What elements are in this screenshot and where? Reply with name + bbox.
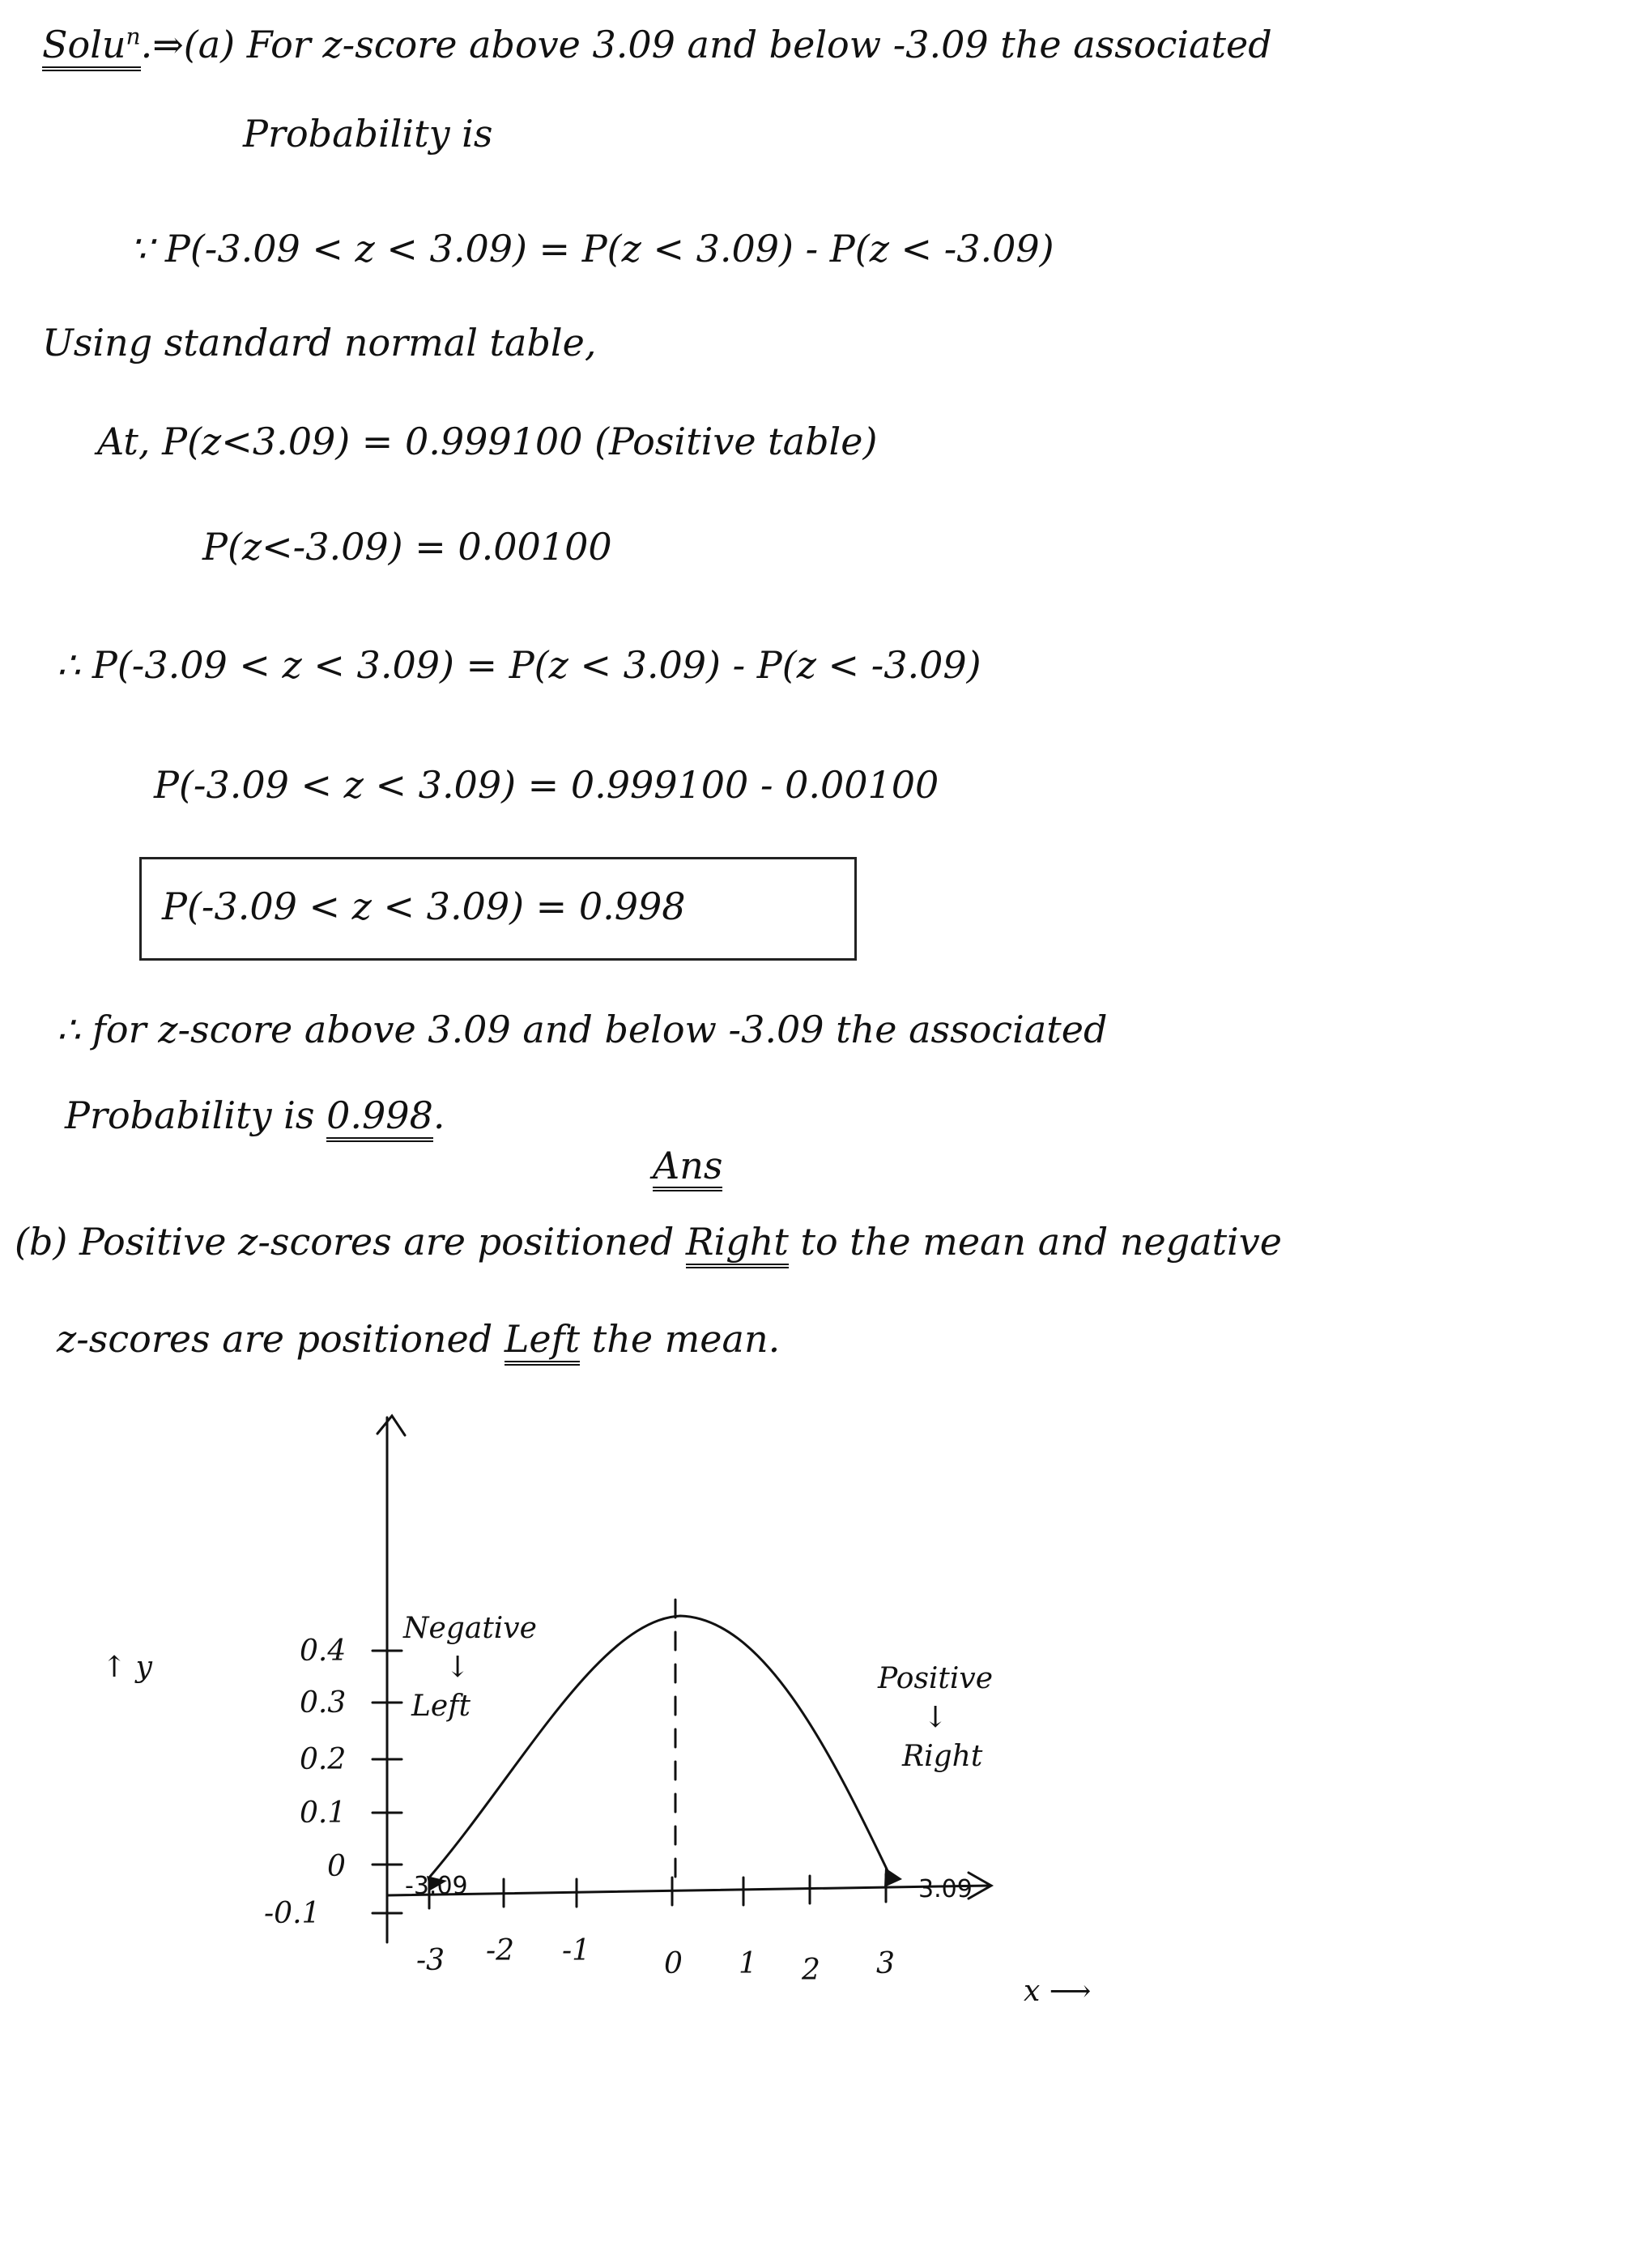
x-tick-label: -2 [486, 1934, 515, 1967]
x-tick-label: 1 [739, 1947, 757, 1980]
right-word: Right [686, 1220, 789, 1268]
positive-note-arrow: ↓ [923, 1701, 948, 1734]
x-tick-label: 3 [876, 1947, 895, 1980]
y-tick-label: 0 [327, 1850, 346, 1883]
ans-label: Ans [653, 1145, 722, 1191]
conclusion-line-1: ∴ for z-score above 3.09 and below -3.09 the associated [57, 1008, 1108, 1051]
table-intro: Using standard normal table, [42, 321, 597, 364]
boxed-result-text: P(-3.09 < z < 3.09) = 0.998 [162, 884, 686, 928]
positive-note: Positive [878, 1662, 994, 1695]
right-note: Right [902, 1740, 983, 1773]
y-tick-label: 0.1 [300, 1797, 347, 1830]
y-tick-label: 0.3 [300, 1686, 347, 1720]
x-axis-label: x ⟶ [1024, 1975, 1092, 2008]
left-end-label: -3.09 [405, 1872, 468, 1900]
left-word: Left [505, 1317, 580, 1366]
y-tick-label: 0.2 [300, 1743, 347, 1776]
intro-line-2: Probability is [243, 112, 493, 156]
bell-curve [429, 1616, 891, 1878]
y-tick-label: 0.4 [300, 1635, 347, 1668]
solution-label: Solu$^n$ [42, 23, 141, 71]
y-axis-arrowhead [377, 1416, 405, 1435]
part-b-line-2: z-scores are positioned Left the mean. [57, 1319, 780, 1360]
x-axis [387, 1886, 990, 1895]
x-tick-label: 2 [802, 1954, 820, 1987]
x-tick-label: 0 [664, 1947, 683, 1980]
part-b-label: (b) [15, 1220, 68, 1264]
right-tail-arrowhead [884, 1868, 902, 1887]
probability-expression: ∵ P(-3.09 < z < 3.09) = P(z < 3.09) - P(z < -3.09) [130, 227, 1054, 271]
right-end-label: 3.09 [918, 1875, 973, 1903]
substitution-line: P(-3.09 < z < 3.09) = 0.999100 - 0.00100 [154, 763, 939, 807]
negative-table-value: P(z<-3.09) = 0.00100 [202, 525, 612, 569]
y-tick-label: -0.1 [264, 1897, 321, 1930]
positive-table-value: At, P(z<3.09) = 0.999100 (Positive table) [97, 420, 878, 463]
negative-note: Negative [403, 1612, 537, 1645]
negative-note-arrow: ↓ [445, 1651, 470, 1684]
answer-value: 0.998 [326, 1093, 433, 1142]
part-b-line-1: (b) Positive z-scores are positioned Right to the mean and negative [15, 1221, 1282, 1263]
difference-expression: ∴ P(-3.09 < z < 3.09) = P(z < 3.09) - P(z < -3.09) [57, 643, 981, 687]
left-note: Left [411, 1690, 471, 1723]
intro-line: For z-score above 3.09 and below -3.09 the associated [246, 23, 1272, 66]
x-tick-label: -3 [416, 1944, 445, 1977]
y-axis-label: ↑ y [102, 1651, 152, 1684]
implies-arrow: .⇒(a) [140, 23, 236, 66]
x-tick-label: -1 [562, 1934, 591, 1967]
conclusion-line-2: Probability is 0.998. [65, 1095, 445, 1136]
